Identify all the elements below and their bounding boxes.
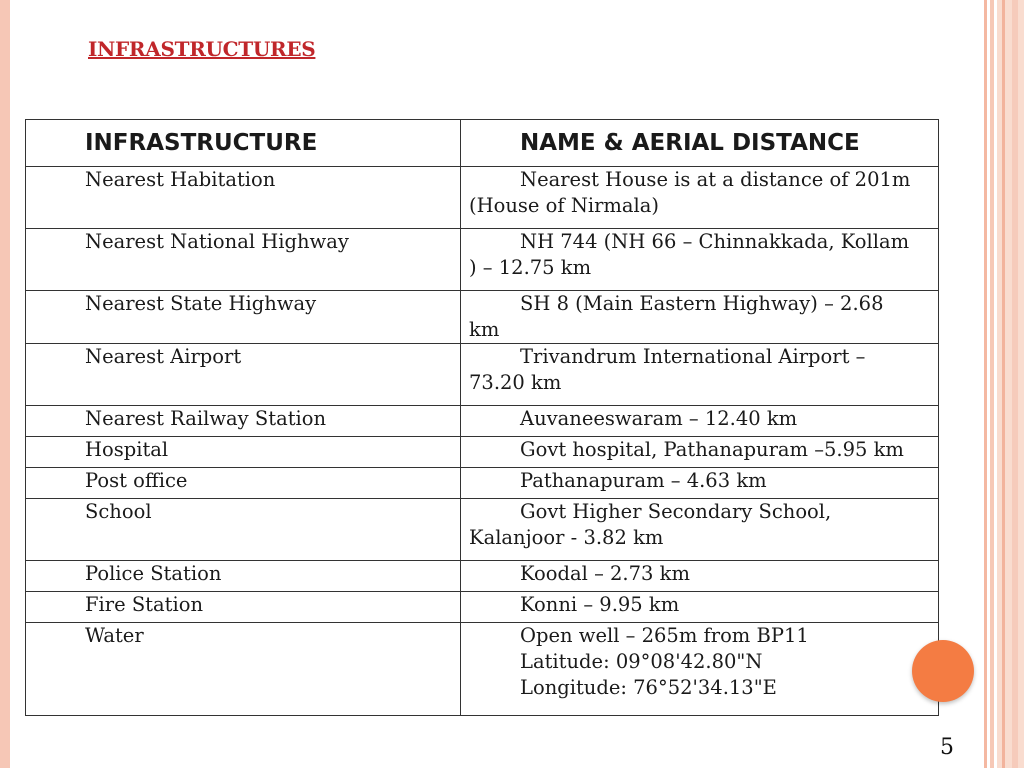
infrastructure-cell: Nearest Railway Station	[26, 406, 461, 437]
infrastructure-cell: Nearest Airport	[26, 344, 461, 406]
distance-cell	[461, 229, 939, 291]
infrastructure-cell: Police Station	[26, 561, 461, 592]
header-name-distance: NAME & AERIAL DISTANCE	[461, 120, 939, 167]
distance-value: Nearest House is at a distance of 201m (House of Nirmala)	[469, 168, 911, 217]
table-row	[26, 561, 939, 592]
infrastructure-cell: School	[26, 499, 461, 561]
distance-cell	[461, 468, 939, 499]
decorative-circle	[912, 640, 974, 702]
table-row	[26, 229, 939, 291]
distance-value: Auvaneeswaram – 12.40 km	[520, 407, 798, 430]
distance-value: Koodal – 2.73 km	[520, 562, 690, 585]
distance-value: NH 744 (NH 66 – Chinnakkada, Kollam ) – 12.75 km	[469, 230, 910, 279]
table-row	[26, 291, 939, 344]
left-decorative-bar	[0, 0, 10, 768]
infrastructure-cell: Nearest National Highway	[26, 229, 461, 291]
table-row	[26, 592, 939, 623]
table-row	[26, 623, 939, 716]
distance-cell	[461, 344, 939, 406]
distance-cell	[461, 499, 939, 561]
right-decorative-stripes	[984, 0, 1024, 768]
infrastructure-cell: Hospital	[26, 437, 461, 468]
infrastructure-cell: Water	[26, 623, 461, 716]
distance-value: Latitude: 09°08'42.80"N	[520, 650, 763, 673]
header-infrastructure: INFRASTRUCTURE	[26, 120, 461, 167]
table-row	[26, 167, 939, 229]
infrastructure-cell: Nearest State Highway	[26, 291, 461, 344]
distance-value: Trivandrum International Airport – 73.20 km	[469, 345, 866, 394]
slide-title: INFRASTRUCTURES	[88, 37, 316, 61]
distance-cell	[461, 592, 939, 623]
infrastructure-cell: Post office	[26, 468, 461, 499]
distance-cell	[461, 437, 939, 468]
table-row	[26, 468, 939, 499]
table-row	[26, 406, 939, 437]
distance-cell	[461, 167, 939, 229]
infrastructure-cell: Nearest Habitation	[26, 167, 461, 229]
distance-value: Konni – 9.95 km	[520, 593, 680, 616]
infrastructure-table	[25, 119, 939, 716]
distance-value: Pathanapuram – 4.63 km	[520, 469, 767, 492]
distance-value: Longitude: 76°52'34.13"E	[520, 676, 777, 699]
table-row	[26, 499, 939, 561]
table-header-row	[26, 120, 939, 167]
table-row	[26, 344, 939, 406]
infrastructure-cell: Fire Station	[26, 592, 461, 623]
distance-value: Govt hospital, Pathanapuram –5.95 km	[520, 438, 904, 461]
distance-cell	[461, 406, 939, 437]
distance-value: SH 8 (Main Eastern Highway) – 2.68 km	[469, 292, 884, 341]
distance-cell	[461, 623, 939, 716]
distance-cell	[461, 561, 939, 592]
table-row	[26, 437, 939, 468]
distance-cell	[461, 291, 939, 344]
distance-value: Govt Higher Secondary School, Kalanjoor - 3.82 km	[469, 500, 832, 549]
page-number: 5	[940, 735, 954, 760]
distance-value: Open well – 265m from BP11	[520, 624, 809, 647]
